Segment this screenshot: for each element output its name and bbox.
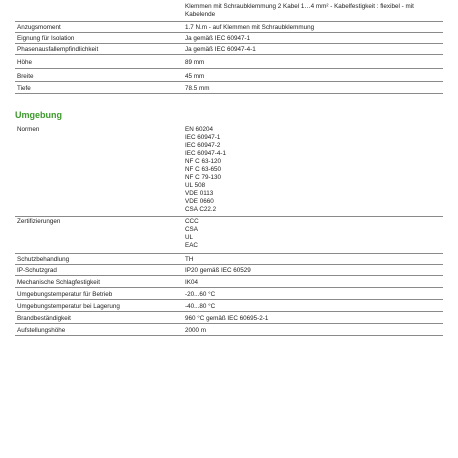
spec-value: 2000 m bbox=[185, 327, 207, 334]
spec-value: -20...60 °C bbox=[185, 291, 216, 298]
spec-table-top bbox=[15, 0, 443, 94]
spec-key bbox=[15, 3, 185, 21]
spec-key: Normen bbox=[17, 126, 40, 133]
spec-row-tightening-torque bbox=[15, 22, 443, 33]
spec-value: Klemmen mit Schraubklemmung 2 Kabel 1…4 mm² - Kabelfestigkeit : flexibel - mit Kabelende bbox=[185, 3, 414, 18]
spec-key: Phasenausfallempfindlichkeit bbox=[17, 46, 99, 53]
spec-row-standards bbox=[15, 125, 443, 217]
spec-row-impact-resistance bbox=[15, 276, 443, 288]
spec-row-storage-temperature bbox=[15, 300, 443, 312]
spec-row-protective-treatment bbox=[15, 254, 443, 265]
spec-key: Aufstellungshöhe bbox=[17, 327, 66, 334]
spec-value: TH bbox=[185, 256, 194, 263]
spec-key: Zertifizierungen bbox=[17, 218, 61, 225]
spec-row-operating-temperature bbox=[15, 288, 443, 300]
spec-key: Umgebungstemperatur für Betrieb bbox=[17, 291, 113, 298]
spec-key: Breite bbox=[17, 73, 34, 80]
spec-row-installation-altitude bbox=[15, 324, 443, 336]
spec-key: Höhe bbox=[17, 59, 33, 66]
spec-value: 1.7 N.m - auf Klemmen mit Schraubklemmung bbox=[185, 24, 315, 31]
spec-value: Ja gemäß IEC 60947-4-1 bbox=[185, 46, 256, 53]
spec-key: Anzugsmoment bbox=[17, 24, 61, 31]
spec-value-list: EN 60204 IEC 60947-1 IEC 60947-2 IEC 60947-4-1 NF C 63-120 NF C 63-650 NF C 79-130 UL 508 VDE 0113 VDE 0660 CSA C22.2 bbox=[185, 126, 226, 213]
spec-key: Mechanische Schlagfestigkeit bbox=[17, 279, 100, 286]
spec-row-certifications bbox=[15, 217, 443, 254]
spec-value: 78.5 mm bbox=[185, 85, 210, 92]
spec-key: IP-Schutzgrad bbox=[17, 267, 57, 274]
spec-row-fire-resistance bbox=[15, 312, 443, 324]
spec-value: 960 °C gemäß IEC 60695-2-1 bbox=[185, 315, 269, 322]
spec-key: Tiefe bbox=[17, 85, 31, 92]
spec-row-isolation bbox=[15, 33, 443, 44]
spec-value: 45 mm bbox=[185, 73, 205, 80]
spec-value-list: CCC CSA UL EAC bbox=[185, 218, 199, 249]
spec-row-phase-failure bbox=[15, 44, 443, 55]
spec-key: Umgebungstemperatur bei Lagerung bbox=[17, 303, 120, 310]
spec-table-environment bbox=[15, 125, 443, 336]
spec-row-height bbox=[15, 55, 443, 69]
spec-row bbox=[15, 0, 443, 22]
spec-value: Ja gemäß IEC 60947-1 bbox=[185, 35, 251, 42]
section-title-environment: Umgebung bbox=[15, 110, 62, 120]
spec-value: -40...80 °C bbox=[185, 303, 216, 310]
spec-value: IP20 gemäß IEC 60529 bbox=[185, 267, 251, 274]
spec-key: Brandbeständigkeit bbox=[17, 315, 71, 322]
spec-row-ip-rating bbox=[15, 265, 443, 276]
spec-row-depth bbox=[15, 82, 443, 94]
spec-row-width bbox=[15, 69, 443, 82]
spec-key: Schutzbehandlung bbox=[17, 256, 70, 263]
spec-value: IK04 bbox=[185, 279, 198, 286]
spec-key: Eignung für Isolation bbox=[17, 35, 75, 42]
spec-value: 89 mm bbox=[185, 59, 205, 66]
